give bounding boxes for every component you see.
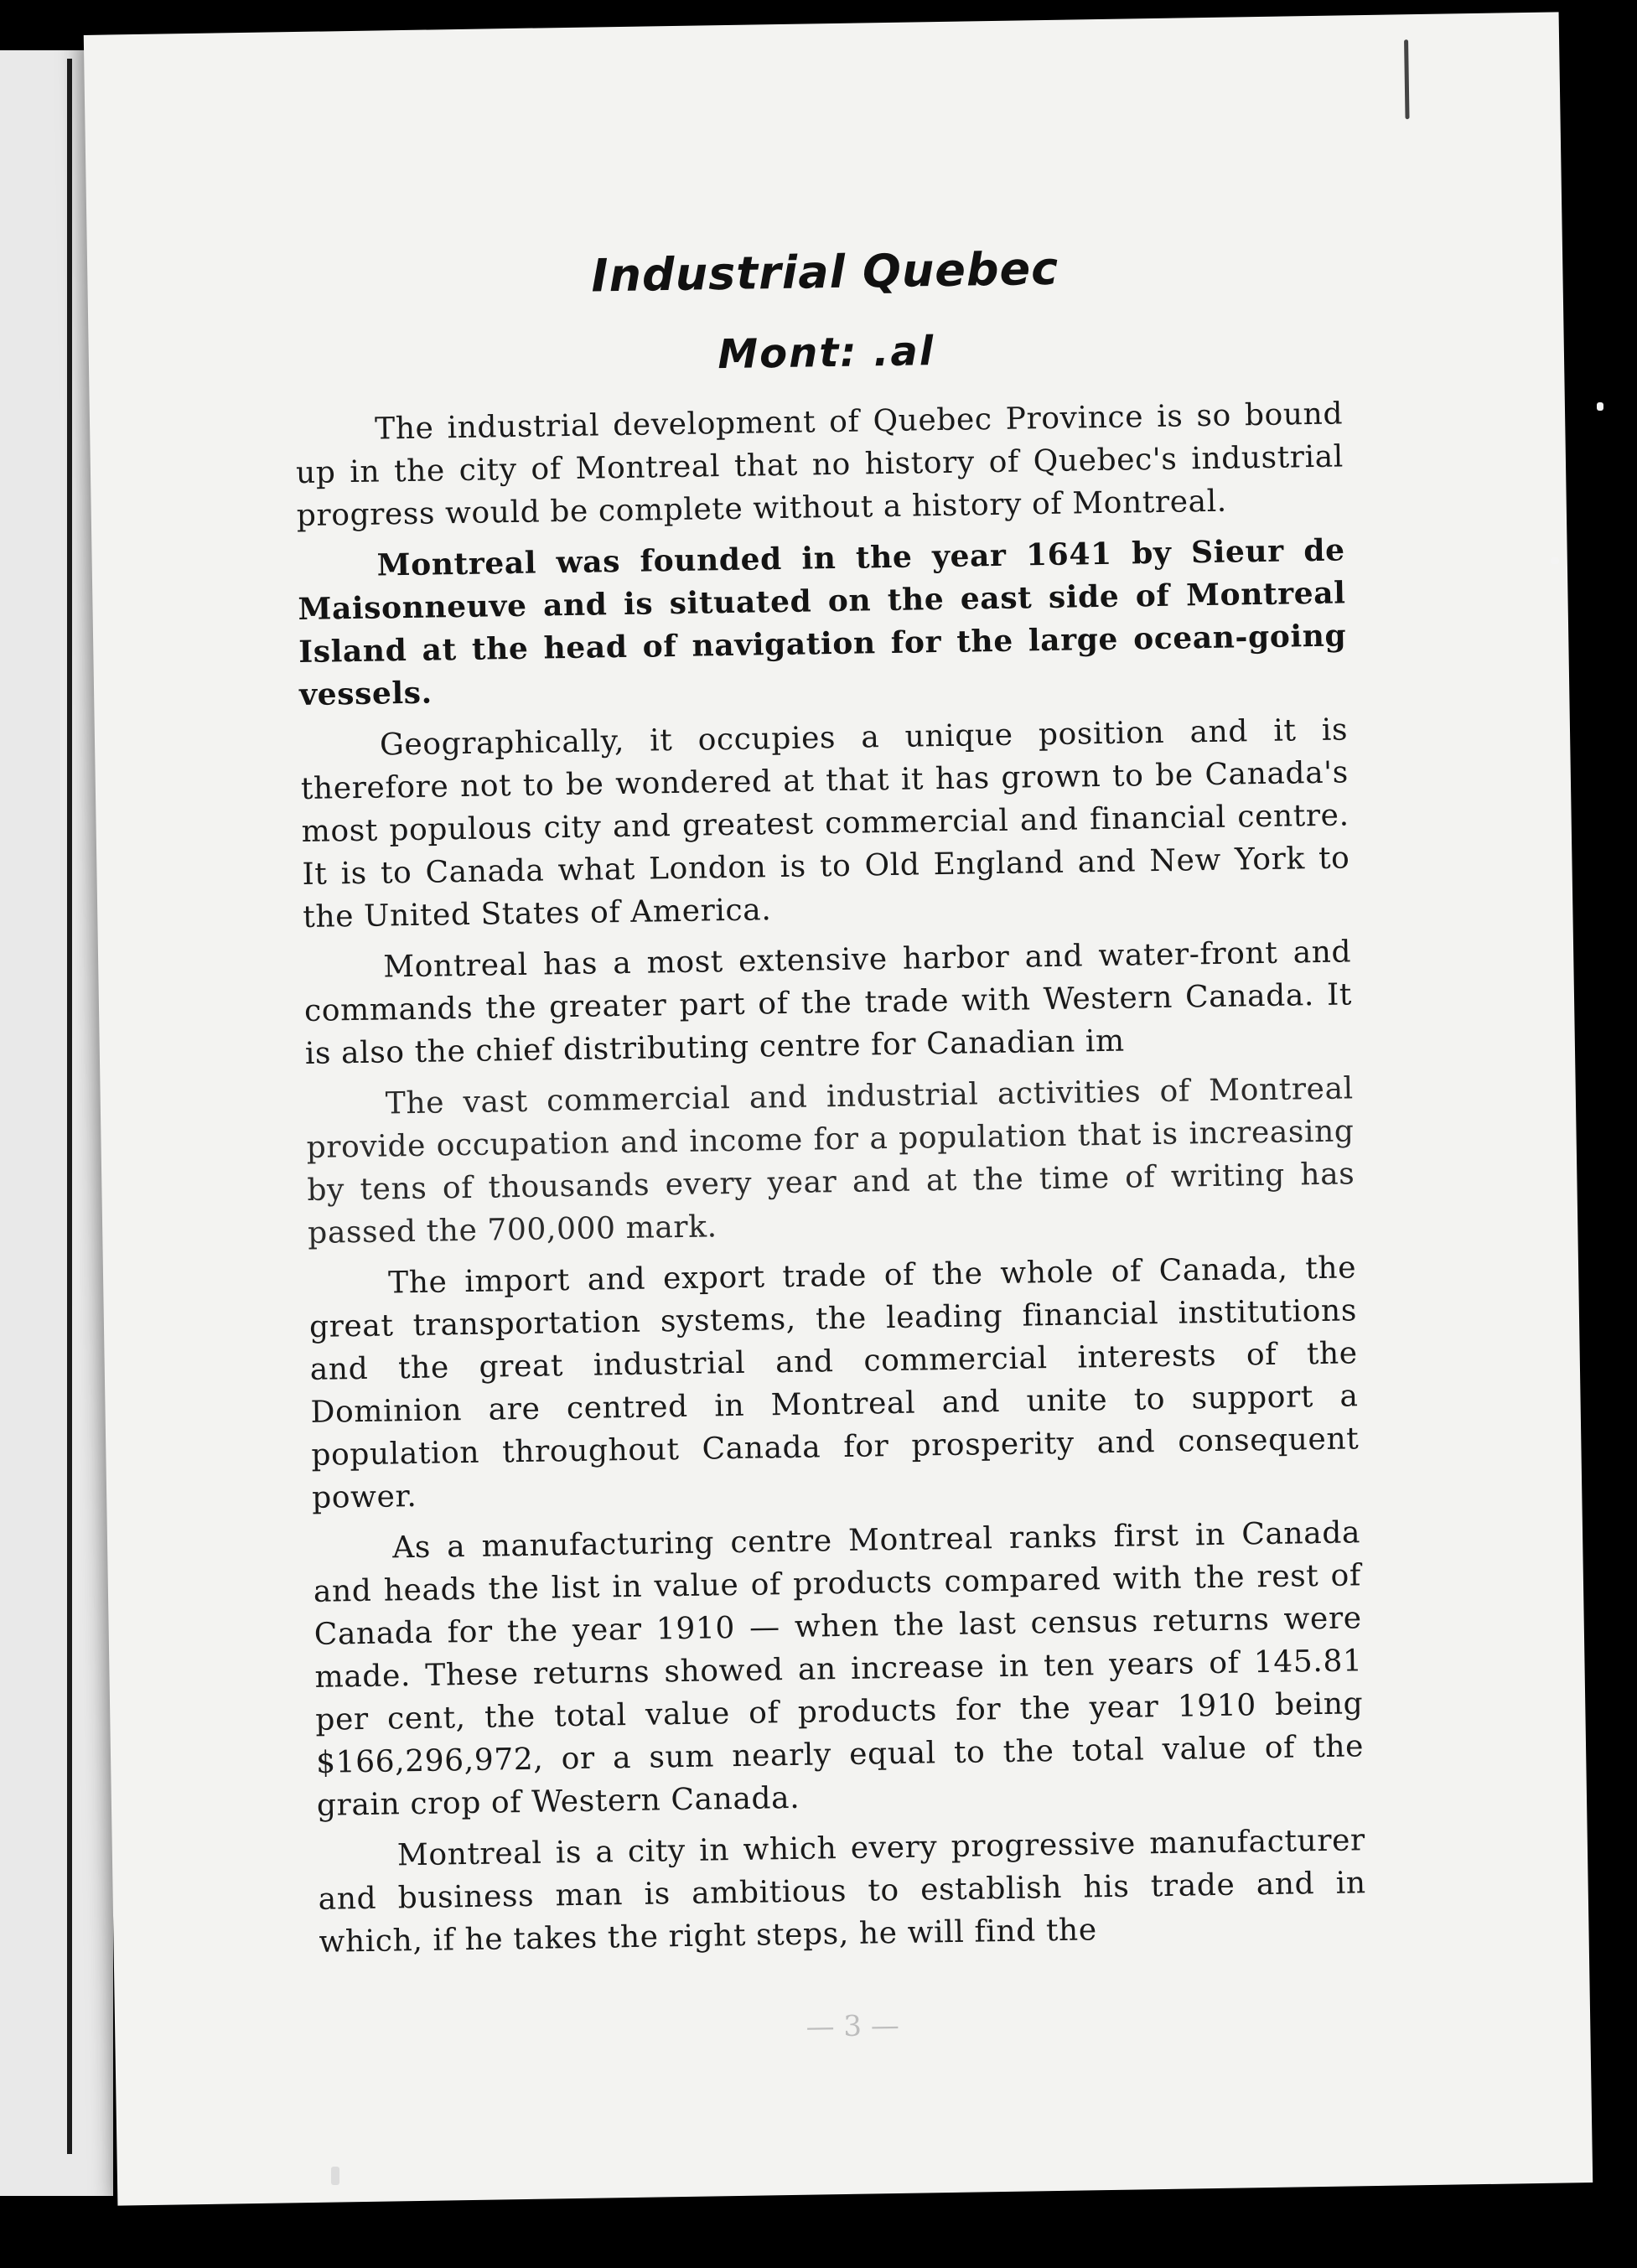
paragraph-4: Montreal has a most extensive harbor and water-front and commands the greater part of the trade with Western Canada. It is also the chief distributing centre for Canadian im (303, 935, 1353, 1071)
page-title: Industrial Quebec (590, 241, 1059, 303)
page-number: — 3 — (806, 2008, 900, 2044)
paragraph-2: Montreal was founded in the year 1641 by Sieur de Maisonneuve and is situated on the east side of Montreal Island at the head of navigation for the large ocean-going vessels. (298, 532, 1347, 713)
page-subtitle: Mont: .al (717, 328, 935, 379)
scanned-page (84, 12, 1593, 2205)
paragraph-6: The import and export trade of the whole of Canada, the great transportation systems, the leading financial institutions and the great industrial and commercial interests of the Dominion are centred in Montreal and unite to support a population throughout Canada for prosperity and consequent power. (308, 1251, 1360, 1515)
scan-speck (1597, 402, 1603, 411)
paragraph-3: Geographically, it occupies a unique position and it is therefore not to be wondered at that it has grown to be Canada's most populous city and greatest commercial and financial centre. It is to Canada what London is to Old England and New York to the United States of America. (300, 712, 1350, 935)
paragraph-5: The vast commercial and industrial activities of Montreal provide occupation and income for a population that is increasing by tens of thousands every year and at the time of writing has passed the 700,000 mark. (306, 1071, 1355, 1251)
paragraph-8: Montreal is a city in which every progressive manufacturer and business man is ambitious to establish his trade and in which, if he takes the right steps, he will find the (318, 1823, 1366, 1960)
scan-speck (331, 2167, 339, 2185)
margin-mark (1404, 39, 1409, 119)
binding-rule (67, 59, 72, 2154)
paragraph-7: As a manufacturing centre Montreal ranks first in Canada and heads the list in value of products compared with the rest of Canada for the year 1910 — when the last census returns were made. These returns showed an increase in ten years of 145.81 per cent, the total value of products for the year 1910 being $166,296,972, or a sum nearly equal to the total value of the grain crop of Western Canada. (313, 1515, 1365, 1823)
scan-speck (1551, 557, 1559, 564)
paragraph-1: The industrial development of Quebec Province is so bound up in the city of Montreal that no history of Quebec's industrial progress would be complete without a history of Montreal. (295, 396, 1344, 534)
article-body (295, 392, 1367, 1971)
